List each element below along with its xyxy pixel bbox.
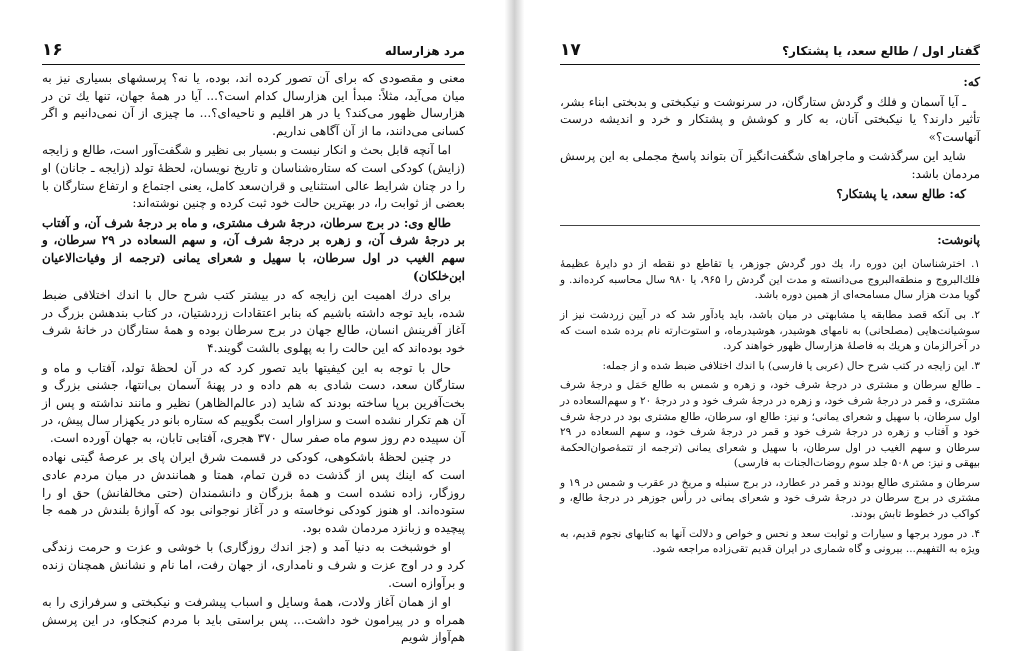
footnote-4: ۴. در مورد برجها و سیارات و ثوابت سعد و نحس و خواص و دلالت آنها به کتابهای نجوم قدیم، به ویژه به التفهیم... بیرونی و گاه شماری در ایران قدیم تقی‌زاده مراجعه شود. (560, 527, 980, 556)
footnote-3-extra: سرطان و مشتری طالع بودند و قمر در عطارد، در برج سنبله و مریخ در عقرب و شمس در ۱۹ و مشتری در برج سرطان در درجهٔ شرف خود و شعرای یمانی در رأس جوزهر در درجهٔ طالع، و کواکب در خطوط تابش بودند. (560, 476, 980, 521)
left-paragraph-4: برای درك اهمیت این زایجه که در بیشتر کتب شرح حال با اندك اختلافی ضبط شده، باید توجه داشته باشیم که بنابر اعتقادات زردشتیان، در کتاب بندهشن بزرگ در آغاز آفرینش انسان، طالع جهان در برج سرطان بوده و همهٔ ستارگان در خانهٔ شرف خود بوده‌اند که این حالت را به پهلوی بالشت گویند.۴ (42, 288, 465, 355)
left-paragraph-8: او از همان آغاز ولادت، همهٔ وسایل و اسباب پیشرفت و نیکبختی و سرفرازی را به همراه و در پیرامون خود داشت... پس براستی باید با مردم کنجکاو، در این پرسش هم‌آواز شویم (42, 595, 465, 645)
right-running-title: گفتار اول / طالع سعد، یا پشتکار؟ (782, 44, 980, 58)
left-page-number: ۱۶ (42, 40, 63, 60)
right-paragraph-1: که: (963, 75, 980, 89)
left-page (0, 0, 505, 651)
footnote-1: ۱. اخترشناسان این دوره را، یك دور گردش جوزهر، یا تقاطع دو نقطه از دو دایرهٔ عظیمهٔ فلك‌البروج و منطقه‌البروج می‌دانسته و مدت این گردش را ۹۶۵، یا ۹۸۰ سال محاسبه کرده‌اند. و گویا مدت هزار سال مسامحه‌ای از همین دوره باشد. (560, 258, 980, 302)
right-page (524, 0, 1024, 651)
left-body-text (42, 70, 465, 649)
footnote-3-detail: ـ طالع سرطان و مشتری در درجهٔ شرف خود، و زهره و شمس به طالع حَمَل و درجهٔ شرف مشتری، و قمر در درجهٔ شرف خود، و زهره در درجهٔ شرف خود و در درجهٔ ۲۰ و سهم‌السعاده در اول سرطان، با سهیل و شعرای یمانی؛ و نیز: طالع او، سرطان، طالع مشتری بود در درجهٔ شرف خود و آفتاب و زهره در درجهٔ شرف خود و قمر در درجهٔ شرف خود، و سهم السعاده در ۲۹ سرطان و سهم الغیب در اول سرطان، با سهیل و شعرای یمانی (ترجمه از تتمهٔ‌صوان‌الحکمة بیهقی و نیز: ص ۵۰۸ جلد سوم روضات‌الجنات به فارسی) (560, 379, 980, 470)
left-paragraph-5: حال با توجه به این کیفیتها باید تصور کرد که در آن لحظهٔ تولد، آفتاب و ماه و ستارگان سعد، دست شادی به هم داده و در پهنهٔ آسمان بی‌انتها، جشنی بزرگ و بخت‌آفرین برپا ساخته بودند که شاید (در عالم‌الظاهر) نظیر و مانند نداشته و پس از آن هم تکرار نشده است و سزاوار است بگوییم که ستاره بانو در یکهزار سال پیش، در آن سپیده دم روز سوم ماه صفر سال ۳۷۰ هجری، آفتابی تابان، به جهان آورده است. (42, 360, 466, 445)
footnotes (560, 257, 980, 558)
footnote-separator (560, 225, 980, 226)
book-spine (505, 0, 524, 651)
left-paragraph-2: اما آنچه قابل بحث و انکار نیست و بسیار بی نظیر و شگفت‌آور است، طالع و زایجه (زایش) کودکی است که ستاره‌شناسان و تاریخ نویسان، لحظهٔ تولد (زایجه ـ جانان) او را در چنان شرایط عالی استثنایی و قران‌سعد کامل، یعنی اجتماع و ارتفاع ستارگان با بعضی از ثوابت را، در بهترین حالت خود ثبت کرده و چنین نوشته‌اند: (42, 143, 465, 211)
footnote-2: ۲. بی آنکه قصد مطابقه یا مشابهتی در میان باشد، باید یادآور شد که در آیین زردشت نیز از سوشیانت‌هایی (مصلحانی) به نامهای هوشیدر، هوشیدرماه، و استوت‌ارته نام برده شده است که در آخرالزمان و هریك به فاصلهٔ هزارسال ظهور خواهند کرد. (560, 308, 980, 353)
footnote-3: ۳. این زایجه در کتب شرح حال (عربی یا فارسی) با اندك اختلافی ضبط شده و از جمله: (602, 359, 980, 372)
left-paragraph-3: طالع وی: در برج سرطان، درجهٔ شرف مشتری، و ماه بر درجهٔ شرف آن، و آفتاب بر درجهٔ شرف آن، و زهره بر درجهٔ شرف آن، و سهم السعاده در ۲۹ سرطان، و سهم الغیب در اول سرطان، با سهیل و شعرای یمانی (ترجمه از وفیات‌الاعیان ابن‌خلکان) (42, 215, 465, 283)
left-running-title: مرد هزارساله (384, 44, 465, 58)
footnotes-heading: پانوشت: (937, 233, 980, 248)
left-paragraph-1: معنی و مقصودی که برای آن تصور کرده اند، بوده، یا نه؟ پرسشهای بسیاری نیز به میان می‌آید، مثلاً: مبدأ این هزارسال کدام است؟... آیا در همهٔ جهان، تنها یك تن در هزارسال ظهور می‌کند؟ یا در هر اقلیم و ناحیه‌ای؟... ما چیزی از آن نمی‌دانیم و اگر کسانی می‌دانند، ما از آن آگاهی نداریم. (42, 71, 465, 138)
right-paragraph-2: ـ آیا آسمان و فلك و گردش ستارگان، در سرنوشت و نیکبختی و بدبختی ابناء بشر، تأثیر دارند؟ یا نیکبختی آنان، به کار و کوشش و پشتکار و خرد و اندیشه درست آنهاست؟» (560, 94, 980, 144)
right-paragraph-3: شاید این سرگذشت و ماجراهای شگفت‌انگیز آن بتواند پاسخ مجملی به این پرسش مردمان باشد: (560, 149, 980, 181)
right-body-text (560, 74, 980, 562)
left-page-header (42, 40, 465, 65)
right-page-number: ۱۷ (560, 40, 581, 60)
left-paragraph-7: او خوشبخت به دنیا آمد و (جز اندك روزگاری) با خوشی و عزت و حرمت زندگی کرد و در اوج عزت و شرف و نامداری، از جهان رفت، اما نام و نشانش همچنان زنده و برآوازه است. (42, 540, 465, 590)
right-paragraph-4: که: طالع سعد، یا پشتکار؟ (836, 186, 966, 201)
right-page-header (560, 40, 980, 65)
left-paragraph-6: در چنین لحظهٔ باشکوهی، کودکی در قسمت شرق ایران پای بر عرصهٔ گیتی نهاده است که اینك پس از گذشت ده قرن تمام، همتا و همانندش در میان مردم عادی روزگار، زاده نشده است و همهٔ بزرگان و دانشمندان (حتی مخالفانش) حق او را ستوده‌اند. او هنوز کودکی نوخاسته و در آغاز نوجوانی بود که آوازهٔ بلندش در همه جا پیچیده و زبانزد مردمان شده بود. (42, 450, 465, 535)
